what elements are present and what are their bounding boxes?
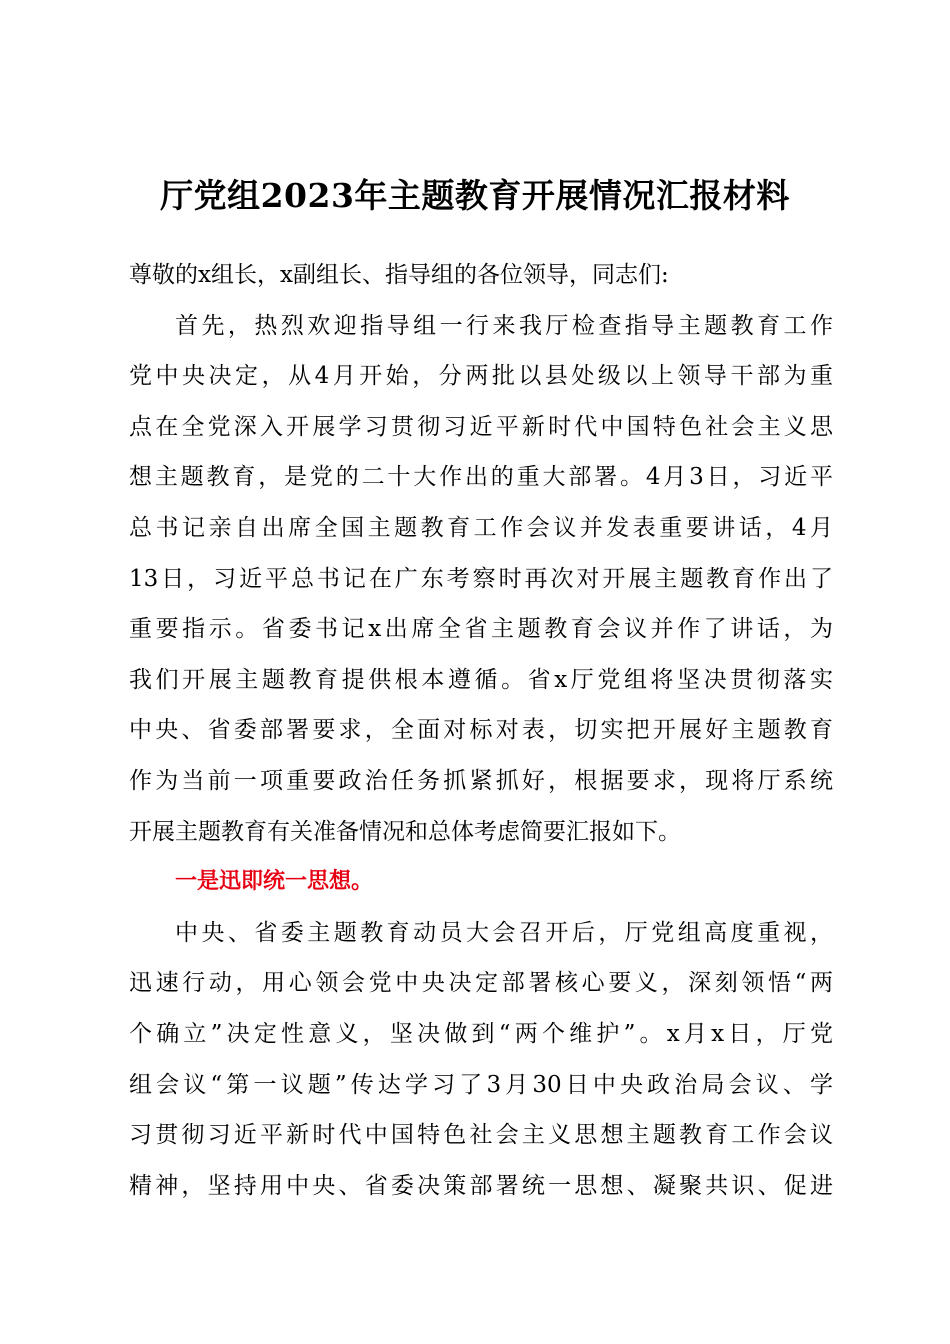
paragraph-line: 精神，坚持用中央、省委决策部署统一思想、凝聚共识、促进	[129, 1172, 833, 1199]
document-body	[129, 250, 833, 1211]
paragraph-line: 重要指示。省委书记x出席全省主题教育会议并作了讲话，为	[129, 616, 833, 643]
paragraph-line: 首先，热烈欢迎指导组一行来我厅检查指导主题教育工作	[175, 312, 833, 339]
paragraph-line: 习贯彻习近平新时代中国特色社会主义思想主题教育工作会议	[129, 1122, 833, 1149]
paragraph-line: 总书记亲自出席全国主题教育工作会议并发表重要讲话，4月	[129, 514, 833, 541]
paragraph-line: 个确立”决定性意义，坚决做到“两个维护”。x月x日，厅党	[129, 1020, 833, 1047]
paragraph-line: 中央、省委主题教育动员大会召开后，厅党组高度重视，	[175, 919, 833, 946]
salutation: 尊敬的x组长，x副组长、指导组的各位领导，同志们:	[129, 262, 669, 288]
paragraph-line: 党中央决定，从4月开始，分两批以县处级以上领导干部为重	[129, 363, 833, 390]
paragraph-line: 作为当前一项重要政治任务抓紧抓好，根据要求，现将厅系统	[129, 767, 833, 794]
paragraph-line: 想主题教育，是党的二十大作出的重大部署。4月3日，习近平	[129, 464, 833, 491]
document-title: 厅党组2023年主题教育开展情况汇报材料	[160, 176, 790, 215]
paragraph-line: 开展主题教育有关准备情况和总体考虑简要汇报如下。	[129, 818, 681, 845]
paragraph-2	[129, 908, 833, 1212]
paragraph-line: 13日，习近平总书记在广东考察时再次对开展主题教育作出了	[129, 565, 833, 592]
paragraph-line: 我们开展主题教育提供根本遵循。省x厅党组将坚决贯彻落实	[129, 666, 833, 693]
paragraph-1	[129, 301, 833, 858]
paragraph-line: 点在全党深入开展学习贯彻习近平新时代中国特色社会主义思	[129, 413, 833, 440]
section-heading: 一是迅即统一思想。	[175, 869, 374, 895]
paragraph-line: 中央、省委部署要求，全面对标对表，切实把开展好主题教育	[129, 717, 833, 744]
paragraph-line: 组会议“第一议题”传达学习了3月30日中央政治局会议、学	[129, 1071, 833, 1098]
paragraph-line: 迅速行动，用心领会党中央决定部署核心要义，深刻领悟“两	[129, 970, 833, 997]
